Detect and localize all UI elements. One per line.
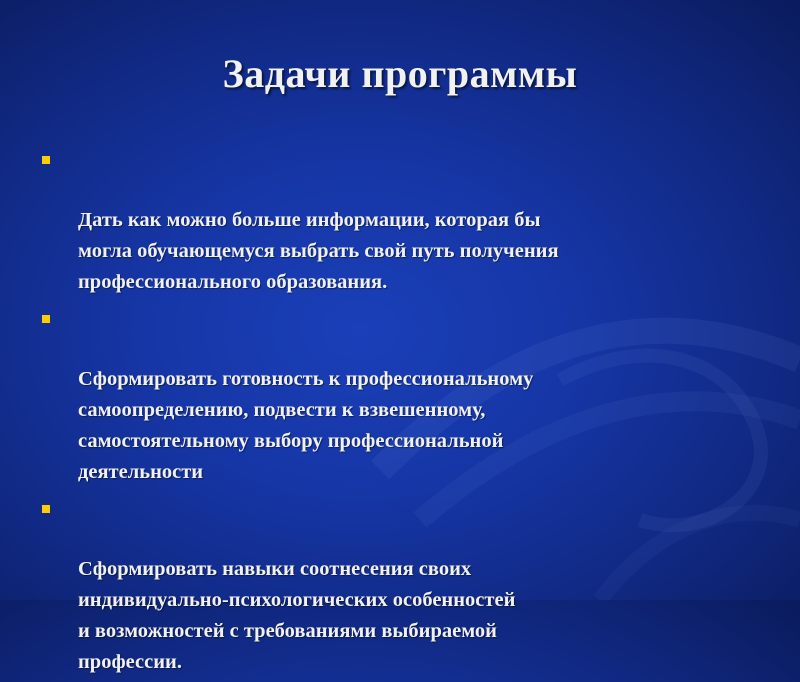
- square-bullet-icon: [42, 315, 50, 323]
- slide-title: Задачи программы: [222, 51, 578, 96]
- bullet-item: [38, 302, 738, 488]
- bullet-list: [38, 143, 738, 682]
- square-bullet-icon: [42, 156, 50, 164]
- bullet-item: [38, 492, 738, 678]
- bullet-text: Сформировать навыки соотнесения своих индивидуально-психологических особенностей и возможностей с требованиями выбираемой профессии.: [78, 558, 516, 673]
- bullet-text: Сформировать готовность к профессиональному самоопределению, подвести к взвешенному, самостоятельному выбору профессиональной деятельности: [78, 368, 534, 483]
- square-bullet-icon: [42, 505, 50, 513]
- bullet-text: Дать как можно больше информации, которая бы могла обучающемуся выбрать свой путь получения профессионального образования.: [78, 209, 559, 293]
- bullet-item: [38, 143, 738, 298]
